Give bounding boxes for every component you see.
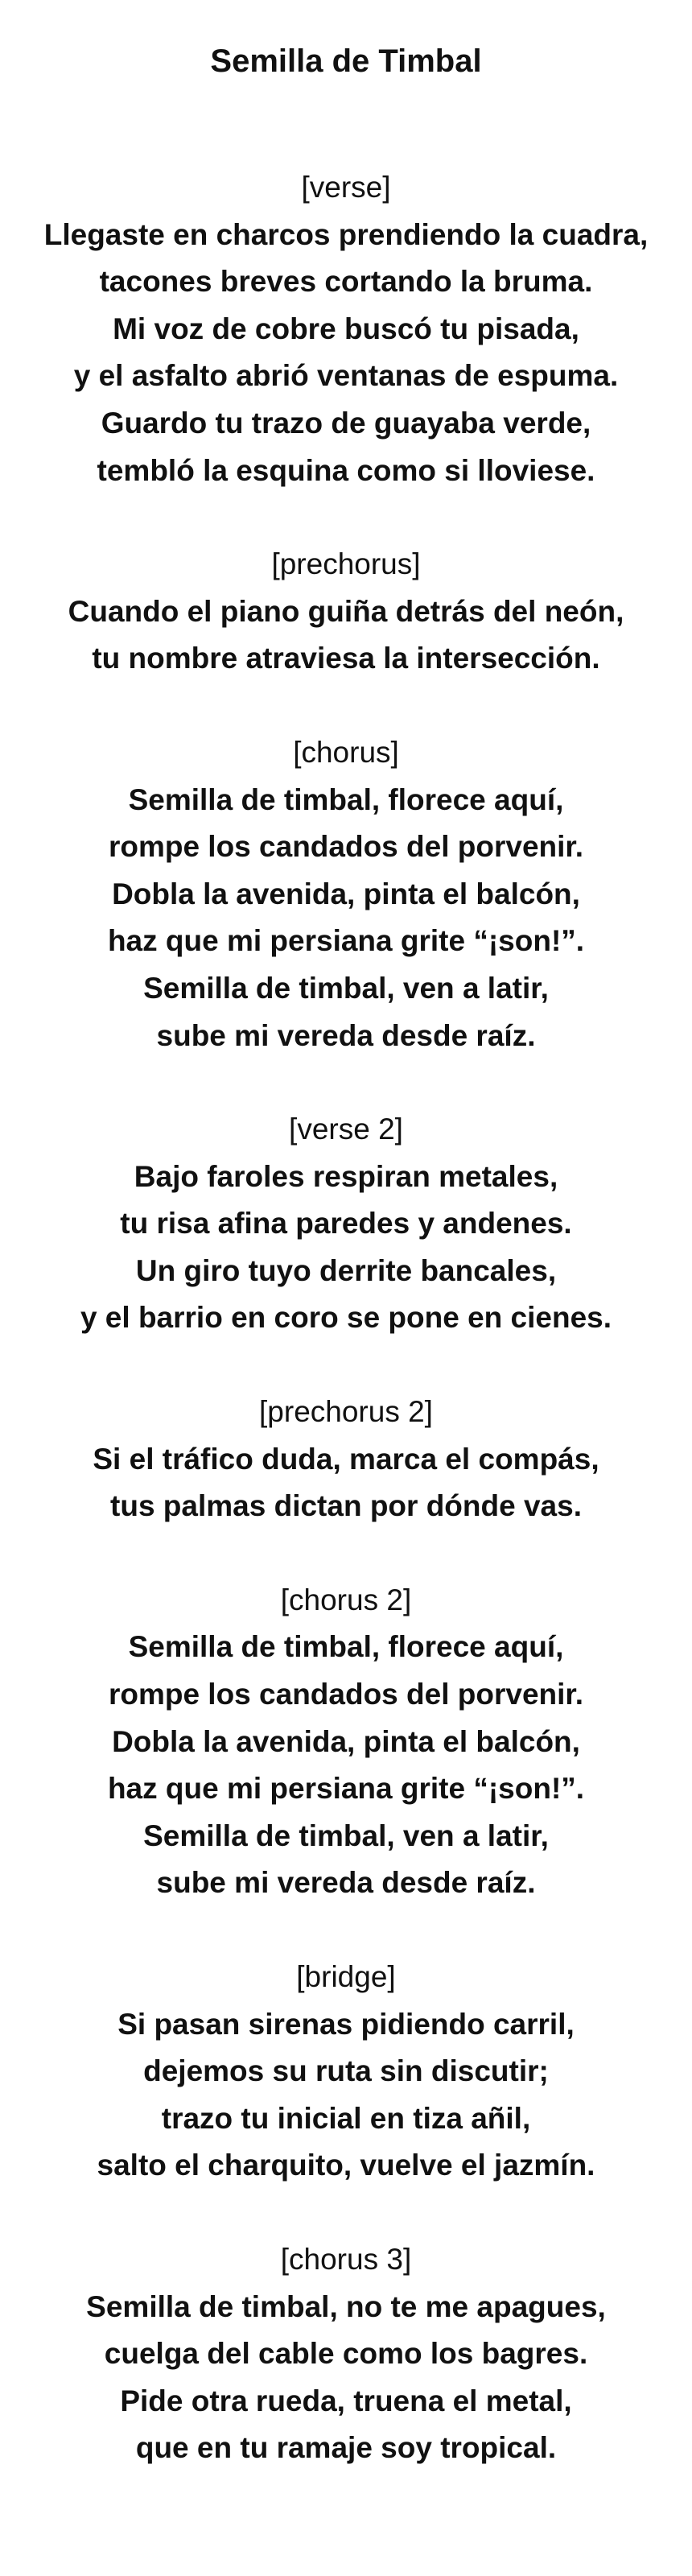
lyrics-section: [0, 729, 692, 1059]
lyric-line: Si el tráfico duda, marca el compás,: [93, 1442, 599, 1476]
lyric-line: Mi voz de cobre buscó tu pisada,: [113, 312, 579, 345]
lyric-line: rompe los candados del porvenir.: [108, 830, 584, 864]
lyric-line: tu risa afina paredes y andenes.: [120, 1207, 572, 1241]
lyric-line: Llegaste en charcos prendiendo la cuadra,: [43, 217, 649, 251]
lyric-line: que en tu ramaje soy tropical.: [135, 2431, 557, 2465]
lyric-line: Dobla la avenida, pinta el balcón,: [112, 877, 580, 910]
lyric-line: Un giro tuyo derrite bancales,: [135, 1253, 557, 1287]
lyric-line: y el barrio en coro se pone en cienes.: [80, 1301, 612, 1335]
lyric-line: haz que mi persiana grite “¡son!”.: [107, 1772, 585, 1806]
lyric-line: Si pasan sirenas pidiendo carril,: [117, 2007, 575, 2041]
lyric-line: y el asfalto abrió ventanas de espuma.: [73, 359, 619, 393]
lyric-line: Semilla de timbal, florece aquí,: [128, 1630, 564, 1664]
lyric-line: salto el charquito, vuelve el jazmín.: [97, 2149, 595, 2182]
lyric-line: trazo tu inicial en tiza añil,: [161, 2101, 531, 2135]
lyric-line: sube mi vereda desde raíz.: [156, 1866, 536, 1900]
section-tag: [chorus 3]: [280, 2242, 412, 2276]
lyric-line: rompe los candados del porvenir.: [108, 1678, 584, 1711]
lyric-line: tu nombre atraviesa la intersección.: [92, 642, 600, 675]
section-tag: [prechorus]: [271, 547, 421, 581]
lyric-line: dejemos su ruta sin discutir;: [143, 2054, 549, 2088]
section-tag: [verse 2]: [289, 1113, 403, 1146]
lyrics-section: [0, 1389, 692, 1530]
lyric-line: Pide otra rueda, truena el metal,: [120, 2384, 572, 2417]
lyrics-sections: [0, 164, 692, 2472]
lyric-line: tus palmas dictan por dónde vas.: [110, 1489, 582, 1523]
section-tag: [prechorus 2]: [259, 1395, 433, 1429]
lyric-line: Semilla de timbal, ven a latir,: [143, 1818, 549, 1852]
lyric-line: Semilla de timbal, no te me apagues,: [86, 2289, 606, 2323]
lyrics-section: [0, 1106, 692, 1342]
lyric-line: Bajo faroles respiran metales,: [134, 1159, 558, 1193]
song-title: Semilla de Timbal: [210, 43, 482, 79]
lyrics-section: [0, 164, 692, 494]
section-tag: [verse]: [301, 171, 391, 204]
lyrics-section: [0, 541, 692, 683]
lyric-line: tembló la esquina como si lloviese.: [97, 453, 595, 487]
lyric-line: tacones breves cortando la bruma.: [99, 265, 593, 299]
lyric-line: cuelga del cable como los bagres.: [104, 2337, 588, 2371]
lyric-line: Semilla de timbal, florece aquí,: [128, 782, 564, 816]
lyrics-section: [0, 1577, 692, 1907]
lyric-line: Cuando el piano guiña detrás del neón,: [68, 594, 624, 628]
section-tag: [chorus]: [293, 735, 399, 769]
lyrics-section: [0, 2236, 692, 2472]
lyric-line: Dobla la avenida, pinta el balcón,: [112, 1724, 580, 1758]
lyric-line: Guardo tu trazo de guayaba verde,: [101, 406, 591, 440]
section-tag: [bridge]: [296, 1960, 396, 1993]
lyric-line: haz que mi persiana grite “¡son!”.: [107, 924, 585, 958]
lyric-line: sube mi vereda desde raíz.: [156, 1018, 536, 1052]
section-tag: [chorus 2]: [280, 1583, 412, 1616]
lyrics-section: [0, 1954, 692, 2190]
lyric-line: Semilla de timbal, ven a latir,: [143, 971, 549, 1005]
